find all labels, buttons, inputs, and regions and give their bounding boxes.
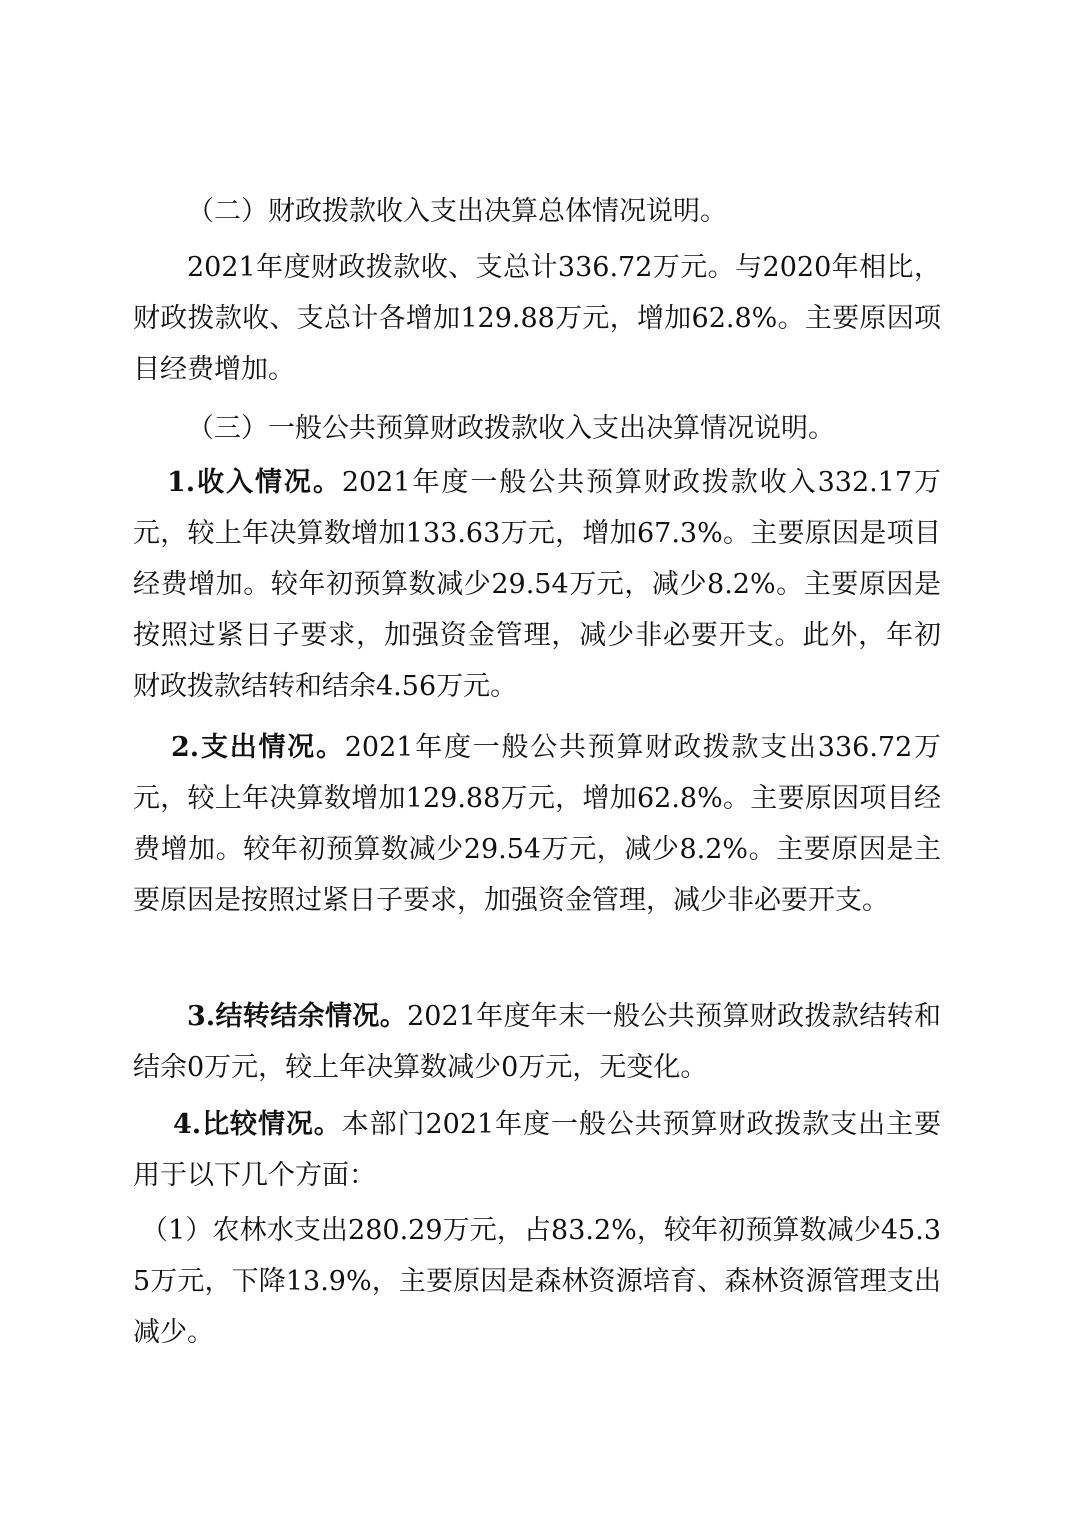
section2-body bbox=[133, 242, 941, 395]
carryover-text: 2021年度年末一般公共预算财政拨款结转和结余0万元，较上年决算数减少0万元，无变化。 bbox=[133, 1001, 942, 1083]
comparison-text: 本部门2021年度一般公共预算财政拨款支出主要用于以下几个方面： bbox=[133, 1109, 941, 1191]
item1-text: （1）农林水支出280.29万元，占83.2%，较年初预算数减少45.35万元，下降13.9%，主要原因是森林资源培育、森林资源管理支出减少。 bbox=[133, 1215, 941, 1348]
section3-heading-text: （三）一般公共预算财政拨款收入支出决算情况说明。 bbox=[187, 413, 835, 444]
carryover-label: 3.结转结余情况。 bbox=[187, 1001, 408, 1032]
item1-paragraph bbox=[133, 1205, 941, 1358]
expense-text: 2021年度一般公共预算财政拨款支出336.72万元，较上年决算数增加129.88万元，增加62.8%。主要原因项目经费增加。较年初预算数减少29.54万元，减少8.2%。主要原因是主要原因是按照过紧日子要求，加强资金管理，减少非必要开支。 bbox=[133, 732, 942, 916]
expense-paragraph bbox=[133, 722, 941, 926]
section2-heading bbox=[133, 186, 941, 237]
expense-label: 2.支出情况。 bbox=[171, 732, 345, 763]
section2-body-text: 2021年度财政拨款收、支总计336.72万元。与2020年相比，财政拨款收、支总计各增加129.88万元，增加62.8%。主要原因项目经费增加。 bbox=[133, 252, 941, 385]
carryover-paragraph bbox=[133, 991, 941, 1093]
section3-heading bbox=[133, 403, 941, 454]
comparison-paragraph bbox=[133, 1099, 941, 1201]
income-text: 2021年度一般公共预算财政拨款收入332.17万元，较上年决算数增加133.63万元，增加67.3%。主要原因是项目经费增加。较年初预算数减少29.54万元，减少8.2%。主要原因是按照过紧日子要求，加强资金管理，减少非必要开支。此外，年初财政拨款结转和结余4.56万元。 bbox=[133, 467, 941, 702]
income-paragraph bbox=[133, 457, 941, 712]
comparison-label: 4.比较情况。 bbox=[173, 1109, 342, 1140]
section2-heading-text: （二）财政拨款收入支出决算总体情况说明。 bbox=[187, 196, 727, 227]
income-label: 1.收入情况。 bbox=[167, 467, 342, 498]
